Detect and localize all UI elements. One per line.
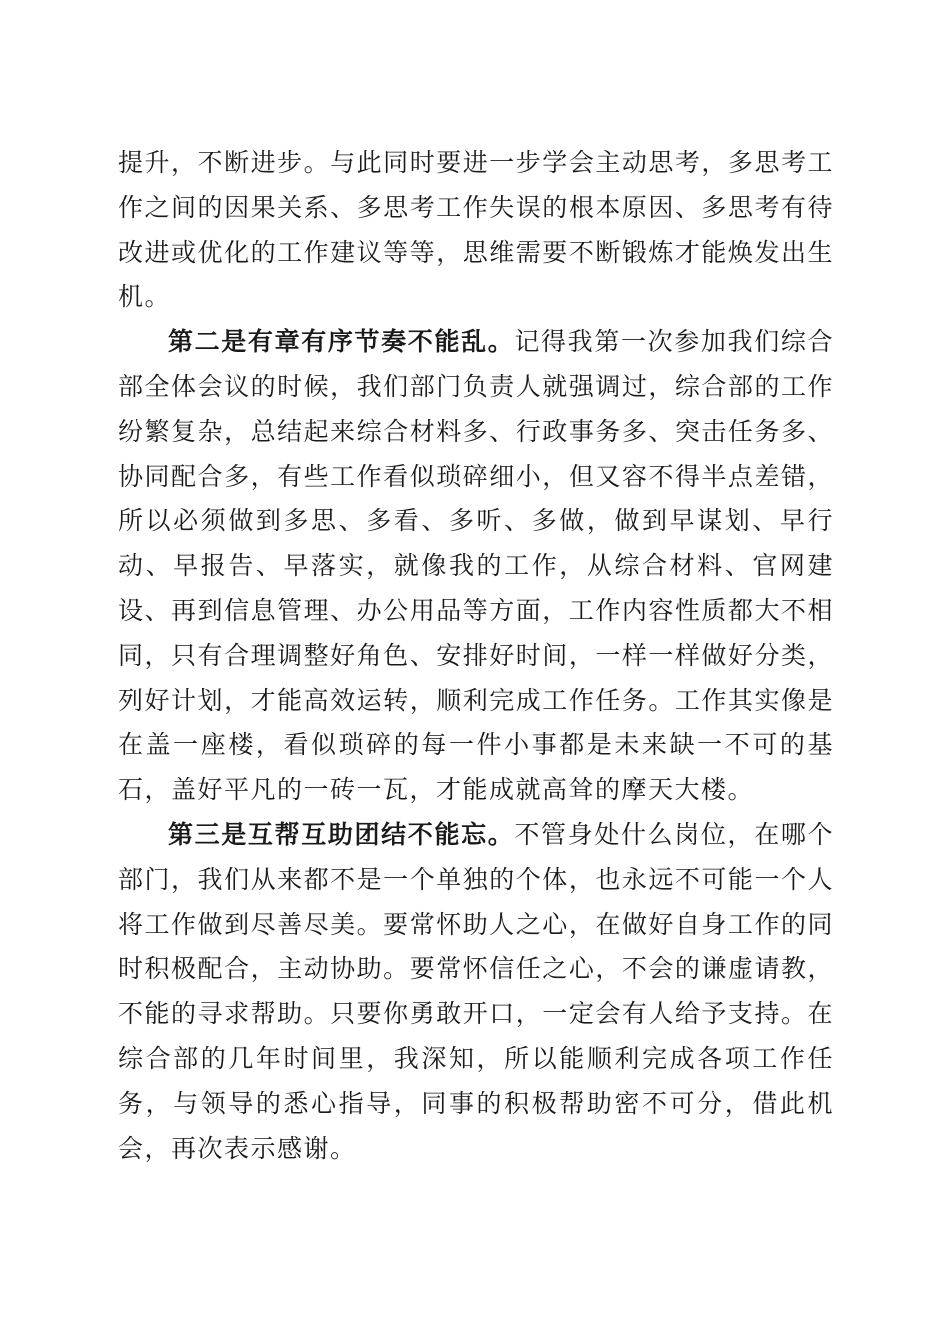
document-body — [118, 141, 834, 1171]
paragraph-text: 不管身处什么岗位，在哪个部门，我们从来都不是一个单独的个体，也永远不可能一个人将工作做到尽善尽美。要常怀助人之心，在做好自身工作的同时积极配合，主动协助。要常怀信任之心，不会的谦虚请教，不能的寻求帮助。只要你勇敢开口，一定会有人给予支持。在综合部的几年时间里，我深知，所以能顺利完成各项工作任务，与领导的悉心指导，同事的积极帮助密不可分，借此机会，再次表示感谢。 — [118, 819, 834, 1163]
paragraph-lead-heading: 第三是互帮互助团结不能忘。 — [168, 819, 515, 849]
paragraph-text: 提升，不断进步。与此同时要进一步学会主动思考，多思考工作之间的因果关系、多思考工作失误的根本原因、多思考有待改进或优化的工作建议等等，思维需要不断锻炼才能焕发出生机。 — [118, 148, 834, 312]
paragraph-continuation — [118, 141, 834, 320]
paragraph-second-point — [118, 320, 834, 813]
paragraph-text: 记得我第一次参加我们综合部全体会议的时候，我们部门负责人就强调过，综合部的工作纷繁复杂，总结起来综合材料多、行政事务多、突击任务多、协同配合多，有些工作看似琐碎细小，但又容不得半点差错，所以必须做到多思、多看、多听、多做，做到早谋划、早行动、早报告、早落实，就像我的工作，从综合材料、官网建设、再到信息管理、办公用品等方面，工作内容性质都大不相同，只有合理调整好角色、安排好时间，一样一样做好分类，列好计划，才能高效运转，顺利完成工作任务。工作其实像是在盖一座楼，看似琐碎的每一件小事都是未来缺一不可的基石，盖好平凡的一砖一瓦，才能成就高耸的摩天大楼。 — [118, 327, 834, 805]
paragraph-third-point — [118, 813, 834, 1171]
paragraph-lead-heading: 第二是有章有序节奏不能乱。 — [168, 327, 515, 357]
